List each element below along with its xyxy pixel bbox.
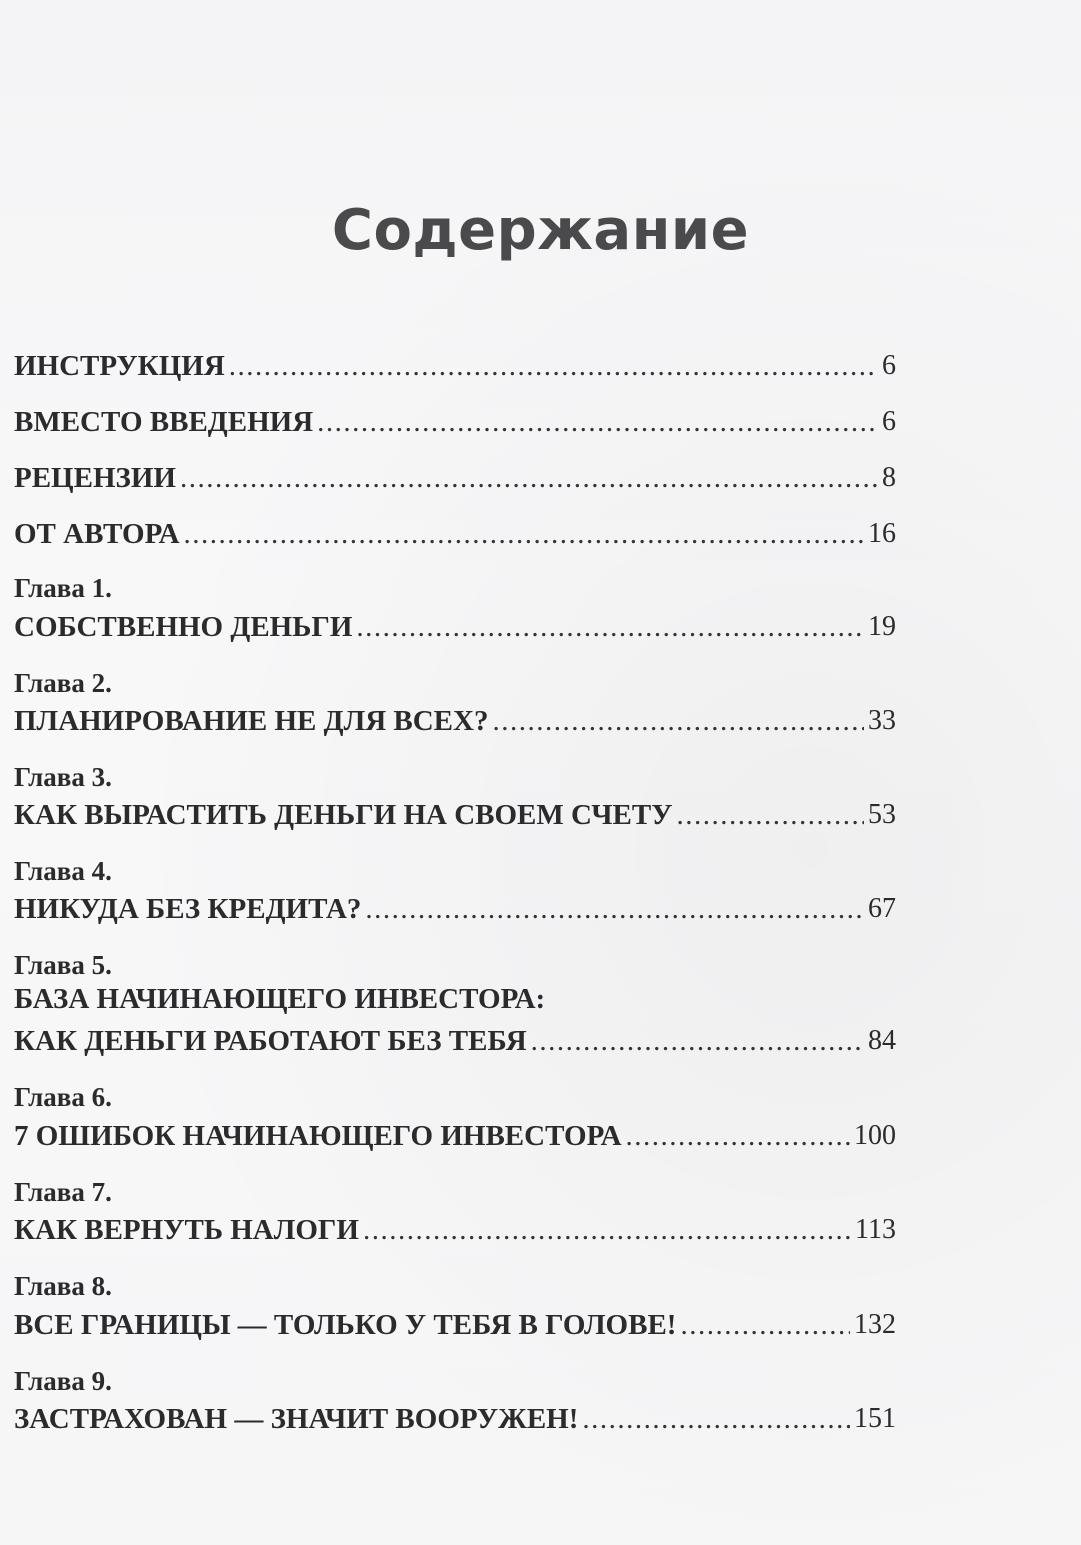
dot-leader [317,405,878,439]
toc-chapter-2 [14,698,896,738]
toc-entry-reviews [14,455,896,495]
toc-chapter-9 [14,1396,896,1436]
toc-entry-page: 33 [868,705,896,736]
toc-entry-title: КАК ВЫРАСТИТЬ ДЕНЬГИ НА СВОЕМ СЧЕТУ [14,799,673,831]
toc-entry-title: ВМЕСТО ВВЕДЕНИЯ [14,406,314,438]
toc-entry-page: 113 [855,1214,896,1245]
chapter-label: Глава 1. [14,573,112,603]
toc-chapter-7 [14,1207,896,1247]
toc-entry-page: 6 [882,350,896,381]
dot-leader [363,1213,851,1247]
toc-entry-title: ЗАСТРАХОВАН — ЗНАЧИТ ВООРУЖЕН! [14,1403,579,1435]
toc-entry-instruction [14,343,896,383]
toc-entry-intro [14,399,896,439]
toc-entry-title: КАК ДЕНЬГИ РАБОТАЮТ БЕЗ ТЕБЯ [14,1025,527,1057]
dot-leader [365,892,864,926]
toc-entry-page: 132 [854,1309,896,1340]
chapter-label: Глава 7. [14,1177,112,1207]
toc-chapter-5 [14,1018,896,1058]
toc-chapter-6 [14,1113,896,1153]
toc-entry-page: 6 [882,406,896,437]
toc-chapter-3 [14,792,896,832]
toc-entry-page: 16 [868,518,896,549]
toc-chapter-1 [14,604,896,644]
toc-entry-title: ВСЕ ГРАНИЦЫ — ТОЛЬКО У ТЕБЯ В ГОЛОВЕ! [14,1309,677,1341]
chapter-label: Глава 8. [14,1271,112,1301]
dot-leader [680,1308,850,1342]
toc-entry-page: 19 [868,611,896,642]
toc-entry-page: 67 [868,893,896,924]
toc-chapter-4 [14,886,896,926]
chapter-label: Глава 9. [14,1366,112,1396]
dot-leader [184,517,864,551]
toc-entry-page: 151 [854,1403,896,1434]
dot-leader [356,610,864,644]
chapter-label: Глава 2. [14,668,112,698]
toc-entry-title: СОБСТВЕННО ДЕНЬГИ [14,611,353,643]
toc-entry-title: ОТ АВТОРА [14,518,180,550]
chapter-label: Глава 4. [14,856,112,886]
toc-entry-author [14,511,896,551]
dot-leader [180,461,878,495]
page-title: Содержание [331,198,750,263]
chapter-label: Глава 3. [14,762,112,792]
toc-entry-title: КАК ВЕРНУТЬ НАЛОГИ [14,1214,359,1246]
toc-entry-title: РЕЦЕНЗИИ [14,462,176,494]
toc-entry-title: 7 ОШИБОК НАЧИНАЮЩЕГО ИНВЕСТОРА [14,1120,622,1152]
dot-leader [677,798,865,832]
toc-entry-page: 8 [882,462,896,493]
toc-entry-title: ПЛАНИРОВАНИЕ НЕ ДЛЯ ВСЕХ? [14,705,489,737]
dot-leader [531,1024,864,1058]
toc-entry-page: 53 [868,799,896,830]
dot-leader [626,1119,850,1153]
chapter-title-line: БАЗА НАЧИНАЮЩЕГО ИНВЕСТОРА: [14,983,546,1015]
toc-entry-page: 100 [854,1120,896,1151]
toc-entry-page: 84 [868,1025,896,1056]
dot-leader [492,704,864,738]
toc-entry-title: НИКУДА БЕЗ КРЕДИТА? [14,893,362,925]
toc-entry-title: ИНСТРУКЦИЯ [14,350,225,382]
chapter-label: Глава 5. [14,950,112,980]
dot-leader [229,349,878,383]
dot-leader [582,1402,850,1436]
chapter-label: Глава 6. [14,1082,112,1112]
toc-chapter-8 [14,1302,896,1342]
